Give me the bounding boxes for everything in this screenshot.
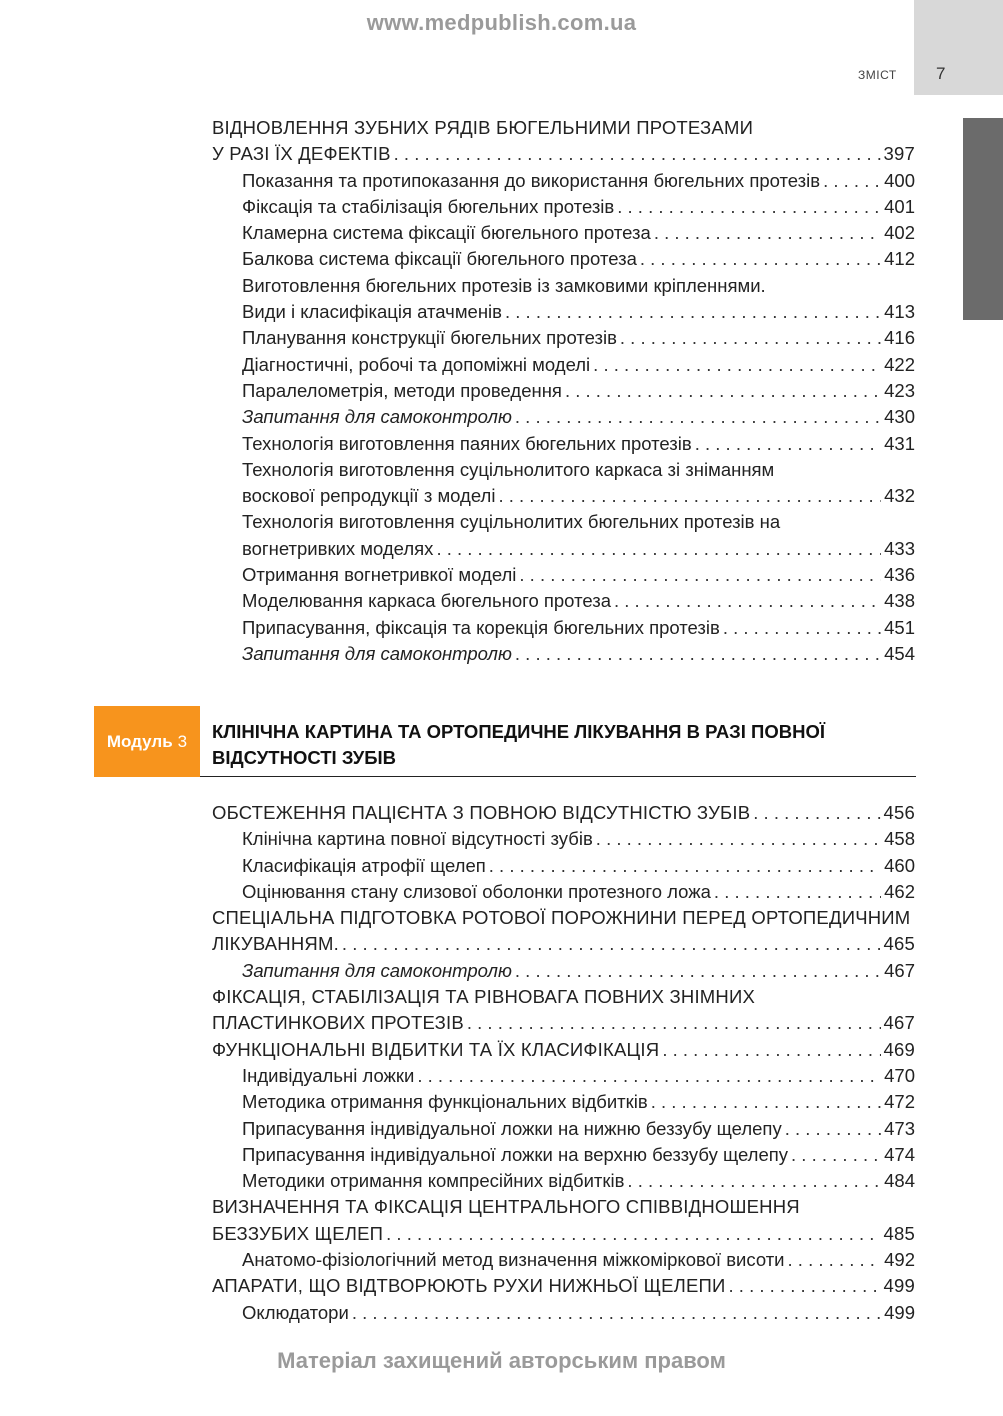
- toc-entry-title: ОБСТЕЖЕННЯ ПАЦІЄНТА З ПОВНОЮ ВІДСУТНІСТЮ ЗУБІВ: [212, 802, 751, 823]
- toc-entry-page: 433: [884, 537, 915, 559]
- toc-entry-title: Технологія виготовлення суцільнолитого каркаса зі зніманням: [242, 458, 775, 480]
- chapter-thumb-tab: [963, 118, 1003, 320]
- toc-entry-page: 470: [884, 1064, 915, 1086]
- toc-entry-title: Фіксація та стабілізація бюгельних протезів: [242, 195, 615, 217]
- toc-entry-title: Паралелометрія, методи проведення: [242, 379, 562, 401]
- toc-dot-leader: [417, 1063, 881, 1089]
- toc-entry-page: 430: [884, 406, 915, 428]
- toc-entry-page: 432: [884, 485, 915, 507]
- page-number: 7: [936, 64, 946, 83]
- toc-dot-leader: [662, 1037, 880, 1063]
- page-number-box: [914, 0, 1003, 95]
- toc-entry-title: ЛІКУВАННЯМ.: [212, 933, 339, 955]
- toc-dot-leader: [596, 826, 881, 852]
- toc-entry-page: 467: [884, 959, 915, 981]
- toc-entry-title: Припасування індивідуальної ложки на нижню беззубу щелепу: [242, 1117, 782, 1139]
- toc-dot-leader: [791, 1142, 881, 1168]
- toc-entry-page: 472: [884, 1091, 915, 1113]
- toc-entry: [212, 509, 915, 535]
- toc-entry: [212, 168, 915, 194]
- toc-section-part1: [212, 115, 915, 667]
- toc-entry-page: 473: [884, 1117, 915, 1139]
- toc-entry-title: БЕЗЗУБИХ ЩЕЛЕП: [212, 1222, 384, 1244]
- toc-entry-page: 462: [884, 880, 915, 902]
- toc-dot-leader: [614, 588, 881, 614]
- toc-entry-page: 422: [884, 353, 915, 375]
- toc-dot-leader: [620, 325, 881, 351]
- toc-entry-title: Запитання для самоконтролю: [242, 642, 512, 664]
- toc-dot-leader: [505, 299, 881, 325]
- toc-entry-page: 416: [884, 327, 915, 349]
- toc-dot-leader: [467, 1010, 881, 1036]
- toc-dot-leader: [627, 1168, 881, 1194]
- toc-entry: [212, 931, 915, 957]
- toc-entry: [212, 984, 915, 1010]
- toc-entry-page: 484: [884, 1170, 915, 1192]
- watermark-copyright: Матеріал захищений авторським правом: [277, 1348, 726, 1373]
- toc-entry-page: 402: [884, 222, 915, 244]
- toc-entry-title: ПЛАСТИНКОВИХ ПРОТЕЗІВ: [212, 1012, 464, 1034]
- toc-entry-title: ФУНКЦІОНАЛЬНІ ВІДБИТКИ ТА ЇХ КЛАСИФІКАЦІЯ: [212, 1038, 660, 1060]
- toc-dot-leader: [436, 536, 881, 562]
- toc-entry: [212, 404, 915, 430]
- toc-entry: [212, 905, 915, 931]
- toc-entry-title: ВІДНОВЛЕННЯ ЗУБНИХ РЯДІВ БЮГЕЛЬНИМИ ПРОТЕЗАМИ: [212, 117, 754, 138]
- toc-dot-leader: [654, 220, 881, 246]
- toc-dot-leader: [515, 641, 881, 667]
- toc-entry: [212, 378, 915, 404]
- watermark-url: www.medpublish.com.ua: [366, 10, 637, 35]
- toc-entry: [212, 273, 915, 299]
- toc-entry: [212, 325, 915, 351]
- toc-entry-title: Методики отримання компресійних відбитків: [242, 1170, 625, 1192]
- toc-entry-page: 474: [884, 1143, 915, 1165]
- toc-entry-title: Індивідуальні ложки: [242, 1064, 415, 1086]
- toc-entry: [212, 1089, 915, 1115]
- toc-entry-title: Анатомо-фізіологічний метод визначення міжкоміркової висоти: [242, 1249, 785, 1271]
- toc-entry-title: Методика отримання функціональних відбитків: [242, 1091, 648, 1113]
- toc-entry: [212, 115, 915, 141]
- toc-entry-page: 454: [884, 642, 915, 664]
- toc-entry-title: Клінічна картина повної відсутності зубів: [242, 828, 593, 850]
- toc-entry-title: Планування конструкції бюгельних протезів: [242, 327, 617, 349]
- toc-entry-title: Запитання для самоконтролю: [242, 959, 512, 981]
- toc-entry-title: Оцінювання стану слизової оболонки протезного ложа: [242, 880, 711, 902]
- toc-dot-leader: [823, 168, 881, 194]
- toc-entry-page: 431: [884, 432, 915, 454]
- toc-entry-title: ВИЗНАЧЕННЯ ТА ФІКСАЦІЯ ЦЕНТРАЛЬНОГО СПІВВІДНОШЕННЯ: [212, 1196, 800, 1218]
- toc-dot-leader: [788, 1247, 882, 1273]
- toc-entry-page: 423: [884, 379, 915, 401]
- toc-dot-leader: [753, 800, 880, 826]
- toc-entry: [212, 1037, 915, 1063]
- toc-dot-leader: [714, 879, 881, 905]
- toc-entry: [212, 1010, 915, 1036]
- toc-entry: [212, 194, 915, 220]
- toc-entry-page: 499: [884, 1301, 915, 1323]
- toc-dot-leader: [593, 352, 881, 378]
- toc-entry-title: Кламерна система фіксації бюгельного протеза: [242, 222, 651, 244]
- toc-dot-leader: [695, 431, 881, 457]
- toc-entry-page: 451: [884, 616, 915, 638]
- toc-dot-leader: [386, 1221, 880, 1247]
- toc-dot-leader: [723, 615, 881, 641]
- module-divider: [200, 776, 916, 777]
- toc-entry-page: 436: [884, 564, 915, 586]
- toc-dot-leader: [489, 853, 881, 879]
- toc-dot-leader: [394, 141, 881, 167]
- toc-entry-page: 485: [883, 1222, 915, 1244]
- toc-entry-title: Припасування, фіксація та корекція бюгельних протезів: [242, 616, 720, 638]
- toc-entry-page: 469: [883, 1038, 915, 1060]
- toc-dot-leader: [651, 1089, 881, 1115]
- toc-entry-title: Класифікація атрофії щелеп: [242, 854, 486, 876]
- toc-entry: [212, 826, 915, 852]
- toc-entry: [212, 800, 915, 826]
- toc-dot-leader: [515, 404, 881, 430]
- toc-entry-title: У РАЗІ ЇХ ДЕФЕКТІВ: [212, 143, 391, 165]
- toc-entry-title: Виготовлення бюгельних протезів із замковими кріпленнями.: [242, 274, 766, 296]
- toc-entry-title: Показання та протипоказання до використання бюгельних протезів: [242, 169, 821, 191]
- toc-entry: [212, 536, 915, 562]
- module-label: Модуль: [106, 731, 173, 751]
- toc-entry-title: СПЕЦІАЛЬНА ПІДГОТОВКА РОТОВОЇ ПОРОЖНИНИ ПЕРЕД ОРТОПЕДИЧНИМ: [212, 907, 911, 929]
- toc-entry: [212, 1142, 915, 1168]
- toc-dot-leader: [640, 246, 881, 272]
- toc-entry-title: Припасування індивідуальної ложки на верхню беззубу щелепу: [242, 1143, 789, 1165]
- toc-entry-page: 458: [884, 828, 915, 850]
- toc-dot-leader: [498, 483, 881, 509]
- toc-entry-page: 499: [883, 1275, 915, 1297]
- toc-entry: [212, 853, 915, 879]
- toc-entry: [212, 1300, 915, 1326]
- toc-entry-page: 438: [884, 590, 915, 612]
- module-title-line1: КЛІНІЧНА КАРТИНА ТА ОРТОПЕДИЧНЕ ЛІКУВАННЯ В РАЗІ ПОВНОЇ: [212, 721, 825, 742]
- toc-entry: [212, 246, 915, 272]
- toc-section-part2: [212, 800, 915, 1326]
- toc-entry-page: 413: [884, 301, 915, 323]
- toc-entry: [212, 1194, 915, 1220]
- module-title: [212, 719, 912, 771]
- toc-entry-title: Балкова система фіксації бюгельного протеза: [242, 248, 637, 270]
- toc-entry-title: Запитання для самоконтролю: [242, 406, 512, 428]
- toc-entry-title: АПАРАТИ, ЩО ВІДТВОРЮЮТЬ РУХИ НИЖНЬОЇ ЩЕЛЕПИ: [212, 1275, 726, 1297]
- toc-entry: [212, 1063, 915, 1089]
- toc-entry-title: ФІКСАЦІЯ, СТАБІЛІЗАЦІЯ ТА РІВНОВАГА ПОВНИХ ЗНІМНИХ: [212, 986, 756, 1008]
- module-number: 3: [177, 731, 188, 751]
- toc-entry: [212, 615, 915, 641]
- toc-entry-page: 412: [884, 248, 915, 270]
- module-title-line2: ВІДСУТНОСТІ ЗУБІВ: [212, 747, 397, 768]
- toc-entry: [212, 352, 915, 378]
- toc-entry-title: Види і класифікація атачменів: [242, 301, 502, 323]
- module-badge: [94, 706, 200, 777]
- toc-entry-page: 492: [884, 1249, 915, 1271]
- toc-entry-page: 456: [883, 802, 915, 823]
- toc-entry: [212, 1221, 915, 1247]
- toc-entry-title: Моделювання каркаса бюгельного протеза: [242, 590, 611, 612]
- toc-entry: [212, 1116, 915, 1142]
- toc-entry: [212, 457, 915, 483]
- toc-entry: [212, 958, 915, 984]
- toc-dot-leader: [617, 194, 881, 220]
- toc-entry: [212, 641, 915, 667]
- toc-dot-leader: [515, 958, 881, 984]
- toc-entry: [212, 141, 915, 167]
- toc-dot-leader: [342, 931, 881, 957]
- toc-dot-leader: [519, 562, 881, 588]
- toc-entry-page: 465: [883, 933, 915, 955]
- toc-entry: [212, 299, 915, 325]
- toc-entry-title: вогнетривких моделях: [242, 537, 434, 559]
- toc-entry-title: Технологія виготовлення паяних бюгельних протезів: [242, 432, 692, 454]
- toc-entry-page: 401: [884, 195, 915, 217]
- toc-entry: [212, 1273, 915, 1299]
- toc-entry-title: Технологія виготовлення суцільнолитих бюгельних протезів на: [242, 511, 781, 533]
- toc-entry: [212, 1168, 915, 1194]
- toc-entry-title: Оклюдатори: [242, 1301, 349, 1323]
- running-header-section: ЗМІСТ: [858, 68, 897, 82]
- toc-entry-page: 400: [884, 169, 915, 191]
- toc-entry: [212, 483, 915, 509]
- toc-entry: [212, 220, 915, 246]
- toc-dot-leader: [352, 1300, 881, 1326]
- toc-dot-leader: [785, 1116, 881, 1142]
- toc-entry-title: воскової репродукції з моделі: [242, 485, 496, 507]
- toc-entry: [212, 562, 915, 588]
- toc-entry: [212, 431, 915, 457]
- toc-entry-page: 467: [883, 1012, 915, 1034]
- toc-entry-title: Отримання вогнетривкої моделі: [242, 564, 517, 586]
- toc-entry-page: 460: [884, 854, 915, 876]
- toc-dot-leader: [565, 378, 881, 404]
- toc-entry: [212, 879, 915, 905]
- toc-entry: [212, 1247, 915, 1273]
- toc-dot-leader: [729, 1273, 881, 1299]
- toc-entry-page: 397: [883, 143, 915, 165]
- toc-entry-title: Діагностичні, робочі та допоміжні моделі: [242, 353, 591, 375]
- toc-entry: [212, 588, 915, 614]
